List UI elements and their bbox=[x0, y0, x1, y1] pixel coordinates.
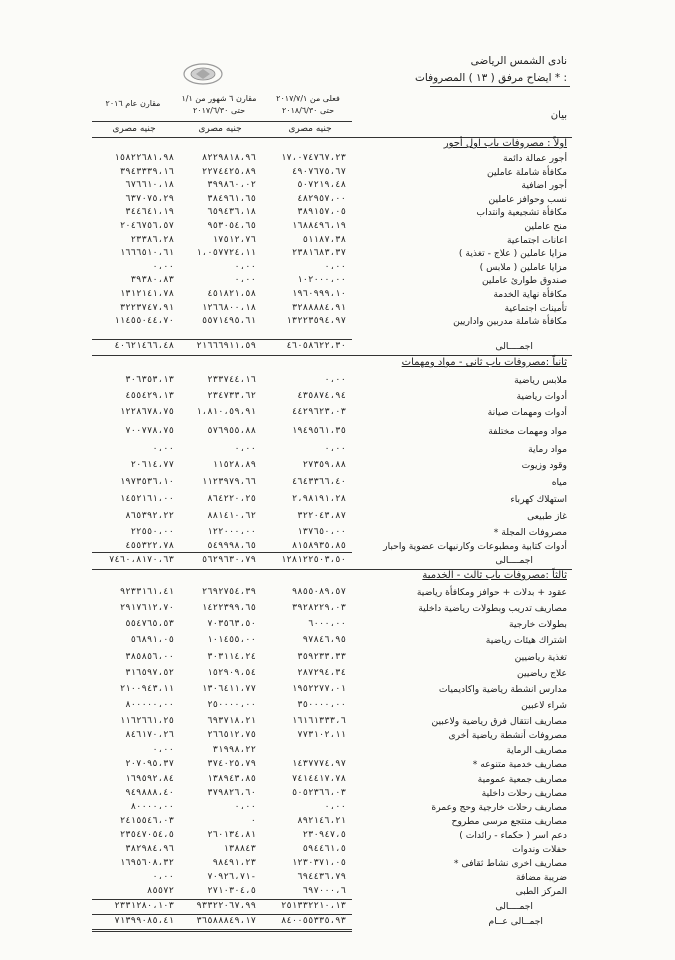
total-label: اجمــــالى bbox=[495, 901, 533, 912]
value-2016: ٤٥٥٤٢٩،١٣ bbox=[125, 391, 174, 401]
table-row bbox=[0, 477, 675, 491]
total-6months: ٩٣٣٢٢٠٦٧،٩٩ bbox=[196, 901, 256, 911]
value-6months: ٢٣٣٧٤٤،١٦ bbox=[207, 375, 256, 385]
row-label: مصاريف خدمية متنوعه * bbox=[472, 759, 567, 770]
column-head-actual: فعلى من ٢٠١٧/٧/١ حتى ٢٠١٨/٦/٣٠ bbox=[276, 94, 340, 115]
row-label: مواد ومهمات مختلفة bbox=[488, 426, 567, 437]
value-actual: ٣٢٨٨٨٨٤،٩١ bbox=[291, 302, 346, 313]
value-2016: ٢١٠٠٩٤٣،١١ bbox=[119, 684, 174, 694]
value-6months: ١١٢٣٩٧٩،٦٦ bbox=[201, 477, 256, 487]
column-head-6months: مقارن ٦ شهور من ١/١ حتى ٢٠١٧/٦/٣٠ bbox=[181, 94, 257, 115]
row-label: عقود + بدلات + حوافز ومكافأة رياضية bbox=[416, 587, 567, 598]
table-row bbox=[0, 788, 675, 802]
table-row bbox=[0, 460, 675, 474]
table-row bbox=[0, 635, 675, 649]
table-row bbox=[0, 289, 675, 303]
row-label: مياه bbox=[551, 477, 567, 488]
section-title: ثالثاً :مصروفات باب ثالث - الخدمية bbox=[422, 570, 567, 581]
row-label: أجور اضافية bbox=[521, 180, 567, 192]
table-row bbox=[0, 391, 675, 405]
value-6months: ٢٦٩٢٧٥٤،٣٩ bbox=[201, 587, 256, 597]
value-actual: ٦٩٧٠٠٠،٦ bbox=[302, 886, 346, 896]
table-row bbox=[0, 375, 675, 389]
description-column-label: بيان bbox=[550, 110, 567, 121]
table-row bbox=[0, 194, 675, 208]
row-label: مزايا عاملين ( ملابس ) bbox=[479, 261, 567, 273]
value-6months: ١٠١٤٥٥،٠٠ bbox=[207, 635, 256, 645]
value-6months: ٩٨٤٩١،٢٣ bbox=[212, 858, 256, 868]
grand-total-row bbox=[0, 916, 675, 930]
table-row bbox=[0, 816, 675, 830]
table-row bbox=[0, 774, 675, 788]
value-2016: ١٢٢٨٦٧٨،٧٥ bbox=[119, 407, 174, 417]
total-row bbox=[0, 901, 675, 915]
value-6months: ٣١٩٩٨،٢٢ bbox=[212, 745, 256, 755]
table-row bbox=[0, 167, 675, 181]
value-6months: ٢٣٤٧٣٣،٦٢ bbox=[207, 391, 256, 401]
row-label: مصروفات المجلة * bbox=[493, 527, 567, 538]
value-actual: ٢٣٠٩٤٧،٥ bbox=[302, 830, 346, 840]
value-actual: ٣٨٩١٥٧،٠٥ bbox=[297, 207, 346, 218]
value-2016: ٣٢٢٣٧٤٧،٩١ bbox=[119, 302, 174, 313]
value-actual: ٠،٠٠ bbox=[324, 444, 346, 454]
value-actual: ٤٨٢٩٥٧،٠٠ bbox=[297, 193, 346, 204]
total-2016: ٢٣٣١٢٨٠،١٠٣ bbox=[114, 901, 174, 911]
value-actual: ١٩٤٩٥٦١،٣٥ bbox=[291, 426, 346, 436]
table-row bbox=[0, 802, 675, 816]
emblem-icon bbox=[182, 62, 224, 86]
row-label: دعم اسر ( حكماء - رائدات ) bbox=[459, 830, 567, 841]
row-label: مصاريف منتجع مرسى مطروح bbox=[451, 816, 567, 827]
value-actual: ٠،٠٠ bbox=[324, 261, 346, 272]
value-2016: ٢٠٤٦٧٥٦،٥٧ bbox=[119, 221, 174, 231]
value-6months: ٢٢٧٤٤٢٥،٨٩ bbox=[201, 166, 256, 177]
value-6months: ١٣٨٩٤٣،٨٥ bbox=[207, 774, 256, 784]
value-2016: ٣٠٦٣٥٣،١٣ bbox=[125, 375, 174, 385]
row-label: تأمينات اجتماعية bbox=[504, 302, 567, 314]
total-label: اجمــــالى bbox=[495, 555, 533, 566]
row-label: اشتراك هيئات رياضية bbox=[485, 635, 567, 646]
value-actual: ٨١٥٨٩٣٥،٨٥ bbox=[291, 541, 346, 551]
value-2016: ٧٠٠٧٧٨،٧٥ bbox=[125, 426, 174, 436]
value-actual: ٢٣٨١٦٨٣،٣٧ bbox=[291, 248, 346, 259]
value-2016: ٢٣٣٨٦،٢٨ bbox=[130, 234, 174, 245]
value-6months: ٧٠٩٢٦،٧١- bbox=[207, 872, 256, 882]
table-row bbox=[0, 759, 675, 773]
value-actual: ١٣٧٦٥٠،٠٠ bbox=[297, 527, 346, 537]
value-2016: ٠،٠٠ bbox=[152, 872, 174, 882]
table-row bbox=[0, 830, 675, 844]
document-subtitle: ايضاح مرفق ( ١٣ ) المصروفات * : bbox=[414, 72, 567, 84]
section-title: اولاً : مصروفات باب اول أجور bbox=[443, 138, 567, 149]
grand-total-label: اجمــالى عــام bbox=[488, 916, 543, 927]
value-6months: ٠ bbox=[250, 816, 256, 826]
row-label: بطولات خارجية bbox=[509, 619, 567, 630]
value-actual: ٣٥٠٠٠٠،٠٠ bbox=[297, 700, 346, 710]
table-row bbox=[0, 426, 675, 440]
total-actual: ٤٦٠٥٨٦٢٢،٣٠ bbox=[286, 341, 346, 351]
total-label: اجمــــالى bbox=[495, 341, 533, 352]
value-6months: ٢٦٦٥١٢،٧٥ bbox=[207, 730, 256, 740]
row-label: علاج رياضيين bbox=[517, 668, 567, 679]
row-label: تغذية رياضيين bbox=[514, 652, 567, 663]
value-6months: ١٧٥١٢،٧٦ bbox=[212, 234, 256, 245]
value-6months: ٢٥٠٠٠٠،٠٠ bbox=[207, 700, 256, 710]
value-2016: ٢٢٥٥٠،٠٠ bbox=[130, 527, 174, 537]
value-actual: ١٣٢٢٣٥٩٤،٩٧ bbox=[286, 316, 346, 327]
value-2016: ٢٣٥٤٧٠٥٤،٥ bbox=[119, 830, 174, 840]
row-label: مصروفات أنشطة رياضية أخرى bbox=[448, 730, 567, 741]
row-label: مصاريف تدريب وبطولات رياضية داخلية bbox=[418, 603, 567, 614]
total-6months: ٢١٦٦٦٩١١،٥٩ bbox=[196, 341, 256, 351]
value-6months: ١٢٦٦٨٠٠،١٨ bbox=[201, 302, 256, 313]
value-actual: ٥٩٤٤٦١،٥ bbox=[302, 844, 346, 854]
table-row bbox=[0, 235, 675, 249]
row-label: نسب وحوافز عاملين bbox=[488, 193, 567, 205]
value-actual: ٢،٩٨١٩١،٢٨ bbox=[291, 494, 346, 504]
value-actual: ١٠٢٠٠٠،٠٠ bbox=[297, 275, 346, 286]
value-2016: ١٥٨٢٢٦٨١،٩٨ bbox=[114, 153, 174, 163]
row-label: مزايا عاملين ( علاج - تغذية ) bbox=[458, 248, 567, 260]
value-actual: ٥٠٥٢٣٦٦،٠٣ bbox=[291, 788, 346, 798]
row-label: أجور عمالة دائمة bbox=[502, 153, 567, 164]
value-actual: ٥١١٨٧،٣٨ bbox=[302, 234, 346, 245]
value-2016: ١١٤٥٥٠٤٤،٧٠ bbox=[114, 316, 174, 327]
row-label: ملابس رياضية bbox=[514, 375, 567, 386]
value-actual: ٢٨٧٢٩٤،٣٤ bbox=[297, 668, 346, 678]
value-actual: ٣٢٢٠٤٣،٨٧ bbox=[297, 511, 346, 521]
value-6months: ٨٨١٤١٠،٦٢ bbox=[207, 511, 256, 521]
table-row bbox=[0, 316, 675, 330]
value-actual: ٤٦٤٣٣٦٦،٤٠ bbox=[291, 477, 346, 487]
row-label: مكافأة تشجيعية وانتداب bbox=[476, 207, 567, 219]
value-2016: ٣١٦٥٩٧،٥٢ bbox=[125, 668, 174, 678]
table-row bbox=[0, 262, 675, 276]
value-6months: ٣٧٤٠٢٥،٧٩ bbox=[207, 759, 256, 769]
value-2016: ١٣١٢١٤١،٧٨ bbox=[119, 289, 174, 299]
value-actual: ٠،٠٠ bbox=[324, 802, 346, 812]
value-actual: ١٦١٦١٣٣٣،٦ bbox=[291, 716, 346, 726]
total-rule bbox=[92, 552, 352, 553]
table-row bbox=[0, 745, 675, 759]
row-label: أدوات رياضية bbox=[516, 391, 567, 402]
value-2016: ٨٦٥٣٩٢،٢٢ bbox=[125, 511, 174, 521]
value-2016: ٥٦٨٩١،٠٥ bbox=[130, 635, 174, 645]
value-6months: ٥٤٩٩٩٨،٦٥ bbox=[207, 541, 256, 551]
row-label: المركز الطبى bbox=[515, 886, 567, 897]
value-actual: ٤٤٢٩٦٢٣،٠٣ bbox=[291, 407, 346, 417]
value-6months: ٣٠٣١١٤،٢٤ bbox=[207, 652, 256, 662]
value-2016: ٩٢٣٣١٦١،٤١ bbox=[119, 587, 174, 597]
value-6months: ٢٧١٠٣٠٤،٥ bbox=[207, 886, 256, 896]
value-2016: ٢٠٧٠٩٥،٣٧ bbox=[125, 759, 174, 769]
value-2016: ١٦٦٦٥١٠،٦١ bbox=[119, 248, 174, 259]
value-2016: ٣٨٥٨٥٦،٠٠ bbox=[125, 652, 174, 662]
value-6months: ١٤٢٢٣٩٩،٦٥ bbox=[201, 603, 256, 613]
value-6months: ٢٦٠١٣٤،٨١ bbox=[207, 830, 256, 840]
section-rule bbox=[92, 355, 572, 356]
total-2016: ٤٠٦٢١٤٦٦،٤٨ bbox=[114, 341, 174, 351]
row-label: مصاريف الرماية bbox=[506, 745, 567, 756]
row-label: مكافأة نهاية الخدمة bbox=[493, 289, 567, 300]
value-2016: ٨٠٠٠٠،٠٠ bbox=[130, 802, 174, 812]
value-actual: ٤٩٠٧٦٧٥،٦٧ bbox=[291, 166, 346, 177]
value-6months: ٣٧٩٨٢٦،٦٠ bbox=[207, 788, 256, 798]
column-head-2016: مقارن عام ٢٠١٦ bbox=[105, 99, 161, 108]
unit-label: جنيه مصرى bbox=[112, 124, 156, 134]
row-label: مكافأة شاملة مدربين واداريين bbox=[453, 316, 567, 328]
grand-total-2016: ٧١٣٩٩٠٨٥،٤١ bbox=[114, 916, 174, 926]
value-actual: ١٩٥٢٢٧٧،٠١ bbox=[291, 684, 346, 694]
value-6months: ٨٦٤٢٢٠،٢٥ bbox=[207, 494, 256, 504]
row-label: مصاريف رحلات خارجية وحج وعمرة bbox=[431, 802, 567, 813]
total-rule bbox=[92, 914, 352, 915]
value-2016: ٨٠٠٠٠٠،٠٠ bbox=[125, 700, 174, 710]
section-title: ثانياً :مصروفات باب ثانى - مواد ومهمات bbox=[401, 357, 567, 368]
table-row bbox=[0, 858, 675, 872]
value-2016: ١٤٥٢١٦١،٠٠ bbox=[119, 494, 174, 504]
row-label: ضريبة مضافة bbox=[515, 872, 567, 883]
table-row bbox=[0, 494, 675, 508]
table-row bbox=[0, 275, 675, 289]
table-row bbox=[0, 153, 675, 167]
value-6months: ٣٨٤٩٦١،٦٥ bbox=[207, 193, 256, 204]
value-2016: ٣٩٤٣٣٣٩،١٦ bbox=[119, 166, 174, 177]
total-actual: ٢٥١٣٣٢٢١٠،١٣ bbox=[280, 901, 346, 911]
value-actual: ٣٩٢٨٢٢٩،٠٣ bbox=[291, 603, 346, 613]
table-row bbox=[0, 444, 675, 458]
table-row bbox=[0, 207, 675, 221]
value-6months: ١،٨١٠،٥٩،٩١ bbox=[196, 407, 256, 417]
value-actual: ٩٨٥٥٠٨٩،٥٧ bbox=[291, 587, 346, 597]
value-6months: ١٥٢٩٠٩،٥٤ bbox=[207, 668, 256, 678]
table-row bbox=[0, 407, 675, 421]
row-label: اعانات اجتماعية bbox=[506, 234, 567, 246]
value-6months: ٠،٠٠ bbox=[234, 261, 256, 272]
table-row bbox=[0, 668, 675, 682]
value-6months: ٨٢٢٩٨١٨،٩٦ bbox=[201, 153, 256, 163]
value-2016: ٠،٠٠ bbox=[152, 444, 174, 454]
table-row bbox=[0, 700, 675, 714]
total-rule bbox=[92, 339, 352, 340]
value-2016: ٠،٠٠ bbox=[152, 745, 174, 755]
value-6months: ٠،٠٠ bbox=[234, 802, 256, 812]
value-2016: ١٦٩٥٩٢،٨٤ bbox=[125, 774, 174, 784]
value-6months: ١٣٨٨٤٣ bbox=[223, 844, 256, 854]
row-label: مواد رماية bbox=[528, 444, 567, 455]
table-row bbox=[0, 221, 675, 235]
value-2016: ٢٤١٥٥٤٦،٠٣ bbox=[119, 816, 174, 826]
table-row bbox=[0, 603, 675, 617]
value-actual: ٣٥٩٢٣٣،٣٣ bbox=[297, 652, 346, 662]
grand-total-actual: ٨٤٠٠٥٥٣٣٥،٩٣ bbox=[280, 916, 346, 926]
value-2016: ١٩٧٣٥٣٦،١٠ bbox=[119, 477, 174, 487]
row-label: أدوات كتابية ومطبوعات وكارنيهات عضوية واحبار bbox=[383, 541, 567, 552]
value-2016: ٨٤٦١٧٠،٢٦ bbox=[125, 730, 174, 740]
table-row bbox=[0, 730, 675, 744]
value-2016: ١١٦٢٦٦١،٢٥ bbox=[119, 716, 174, 726]
row-label: مصاريف رحلات داخلية bbox=[481, 788, 567, 799]
value-2016: ١٦٩٥٦٠٨،٣٢ bbox=[119, 858, 174, 868]
value-6months: ١٣٠٦٤١١،٧٧ bbox=[201, 684, 256, 694]
value-6months: ٦٥٩٤٣٦،١٨ bbox=[207, 207, 256, 218]
table-row bbox=[0, 619, 675, 633]
row-label: مصاريف انتقال فرق رياضية ولاعبين bbox=[431, 716, 567, 727]
value-2016: ٠،٠٠ bbox=[152, 261, 174, 272]
value-2016: ٩٤٩٨٨٨،٤٠ bbox=[125, 788, 174, 798]
value-6months: ١٢٢٠٠٠،٠٠ bbox=[207, 527, 256, 537]
row-label: مصاريف جمعية عمومية bbox=[477, 774, 567, 785]
total-6months: ٥٦٢٩٦٣٠،٧٩ bbox=[201, 555, 256, 565]
value-2016: ٥٥٤٧٦٥،٥٣ bbox=[125, 619, 174, 629]
header-rule bbox=[92, 121, 352, 122]
table-row bbox=[0, 303, 675, 317]
value-actual: ٢٧٣٥٩،٨٨ bbox=[302, 460, 346, 470]
total-rule bbox=[92, 899, 352, 900]
table-row bbox=[0, 527, 675, 541]
table-row bbox=[0, 872, 675, 886]
value-2016: ٣٨٢٩٨٤،٩٦ bbox=[125, 844, 174, 854]
value-6months: ٠،٠٠ bbox=[234, 444, 256, 454]
row-label: غاز طبيعى bbox=[527, 511, 567, 522]
value-actual: ٥٠٧٢١٩،٤٨ bbox=[297, 180, 346, 191]
total-row bbox=[0, 555, 675, 569]
row-label: منح عاملين bbox=[524, 221, 567, 232]
value-2016: ٢٠٦١٤،٧٧ bbox=[130, 460, 174, 470]
unit-label: جنيه مصرى bbox=[288, 124, 332, 134]
table-row bbox=[0, 684, 675, 698]
table-row bbox=[0, 652, 675, 666]
value-6months: ٥٧٦٩٥٥،٨٨ bbox=[207, 426, 256, 436]
row-label: استهلاك كهرباء bbox=[510, 494, 567, 505]
value-actual: ٨٩٢١٤٦،٢١ bbox=[297, 816, 346, 826]
value-6months: ١،٠٥٧٧٢٤،١١ bbox=[196, 248, 256, 259]
table-row bbox=[0, 844, 675, 858]
row-label: مدارس انشطة رياضية واكاديميات bbox=[438, 684, 567, 695]
row-label: مكافأة شاملة عاملين bbox=[486, 166, 567, 178]
value-2016: ٨٥٥٧٢ bbox=[146, 886, 174, 896]
club-name: نادى الشمس الرياضى bbox=[470, 55, 567, 67]
value-2016: ٣٩٣٨٠،٨٣ bbox=[130, 275, 174, 286]
value-2016: ٦٣٧٠٧٥،٢٩ bbox=[125, 193, 174, 204]
table-row bbox=[0, 180, 675, 194]
value-2016: ٤٥٥٣٢٢،٧٨ bbox=[125, 541, 174, 551]
value-6months: ٤٥١٨٢١،٥٨ bbox=[207, 289, 256, 299]
value-6months: ٣٩٩٨٦٠،٠٢ bbox=[207, 180, 256, 191]
grand-total-rule bbox=[92, 929, 352, 932]
total-actual: ١٢٨١٢٢٥٠٣،٥٠ bbox=[280, 555, 346, 565]
value-actual: ٦٠٠٠،٠٠ bbox=[308, 619, 346, 629]
value-actual: ٤٣٥٨٧٤،٩٤ bbox=[297, 391, 346, 401]
value-actual: ٠،٠٠ bbox=[324, 375, 346, 385]
row-label: حفلات وندوات bbox=[512, 844, 567, 855]
value-2016: ٣٤٤٦٤١،١٩ bbox=[125, 207, 174, 218]
value-actual: ١٧،٠٧٤٧٦٧،٢٣ bbox=[280, 153, 346, 163]
grand-total-6months: ٣٦٥٨٨٨٤٩،١٧ bbox=[196, 916, 256, 926]
value-actual: ١٩٦٠٩٩٩،١٠ bbox=[291, 289, 346, 299]
value-actual: ٦٩٤٤٣٦،٧٩ bbox=[297, 872, 346, 882]
row-label: أدوات ومهمات صيانة bbox=[487, 407, 567, 418]
value-2016: ٦٧٦٦١٠،١٨ bbox=[125, 180, 174, 191]
table-row bbox=[0, 716, 675, 730]
subtitle-underline bbox=[430, 86, 570, 87]
value-actual: ٧٤١٤٤١٧،٧٨ bbox=[291, 774, 346, 784]
table-row bbox=[0, 511, 675, 525]
row-label: شراء لاعبين bbox=[521, 700, 567, 711]
value-actual: ١٢٣٠٣٧١،٠٥ bbox=[291, 858, 346, 868]
value-6months: ٦٩٣٧١٨،٢١ bbox=[207, 716, 256, 726]
value-6months: ٧٠٣٥٦٣،٥٠ bbox=[207, 619, 256, 629]
total-row bbox=[0, 341, 675, 355]
row-label: مصاريف اخرى نشاط ثقافى * bbox=[453, 858, 567, 869]
table-row bbox=[0, 587, 675, 601]
value-actual: ٩٧٨٤٦،٩٥ bbox=[302, 635, 346, 645]
value-actual: ٧٧٣١٠٢،١١ bbox=[297, 730, 346, 740]
value-6months: ٥٥٧١٤٩٥،٦١ bbox=[201, 316, 256, 327]
unit-label: جنيه مصرى bbox=[198, 124, 242, 134]
value-actual: ١٦٨٨٤٩٦،١٩ bbox=[291, 221, 346, 231]
table-row bbox=[0, 886, 675, 900]
table-row bbox=[0, 248, 675, 262]
value-2016: ٢٩١٧٦١٢،٧٠ bbox=[119, 603, 174, 613]
row-label: وقود وزيوت bbox=[521, 460, 567, 471]
value-6months: ١١٥٢٨،٨٩ bbox=[212, 460, 256, 470]
value-6months: ٠،٠٠ bbox=[234, 275, 256, 286]
row-label: صندوق طوارئ عاملين bbox=[481, 275, 567, 287]
value-6months: ٩٥٣٠٥٤،٦٥ bbox=[207, 221, 256, 231]
total-2016: ٧٤٦٠،٨١٧٠،٦٣ bbox=[108, 555, 174, 565]
value-actual: ١٤٣٧٧٧٤،٩٧ bbox=[291, 759, 346, 769]
